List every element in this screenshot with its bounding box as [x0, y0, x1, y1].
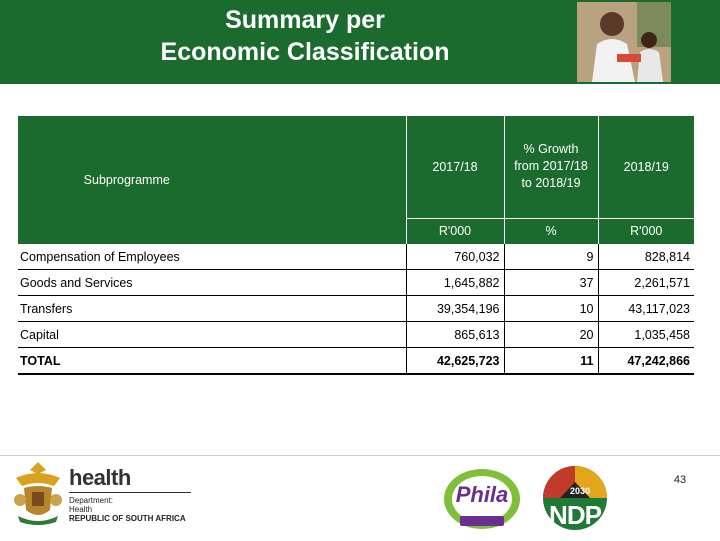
health-wordmark: health	[69, 465, 131, 490]
table-row	[18, 296, 694, 322]
phila-text: Phila	[455, 482, 509, 507]
row-label: Capital	[18, 322, 406, 348]
unit-percent: %	[504, 218, 598, 244]
row-label: Goods and Services	[18, 270, 406, 296]
value-2017: 760,032	[406, 244, 504, 270]
health-rule	[69, 492, 191, 493]
country-name: REPUBLIC OF SOUTH AFRICA	[69, 514, 186, 523]
growth-value: 10	[504, 296, 598, 322]
year-2017-header: 2017/18	[406, 116, 504, 218]
department-name: Health	[69, 505, 93, 514]
growth-value: 37	[504, 270, 598, 296]
value-2017: 39,354,196	[406, 296, 504, 322]
table-row-total	[18, 348, 694, 375]
header-photo	[577, 2, 671, 82]
table-row	[18, 270, 694, 296]
classification-table	[18, 116, 694, 374]
table-row	[18, 322, 694, 348]
ndp-logo	[538, 464, 612, 536]
value-2018: 2,261,571	[598, 270, 694, 296]
row-label: Transfers	[18, 296, 406, 322]
healthcare-photo-icon	[577, 2, 671, 82]
slide-title	[100, 4, 510, 68]
growth-value: 9	[504, 244, 598, 270]
growth-header-line-2: from 2017/18	[514, 159, 588, 174]
row-label: TOTAL	[18, 348, 406, 375]
table-row	[18, 244, 694, 270]
value-2017: 865,613	[406, 322, 504, 348]
value-2018: 43,117,023	[598, 296, 694, 322]
value-2017: 1,645,882	[406, 270, 504, 296]
page-number: 43	[673, 474, 687, 486]
year-2018-header: 2018/19	[598, 116, 694, 218]
value-2018: 47,242,866	[598, 348, 694, 375]
value-2017: 42,625,723	[406, 348, 504, 375]
row-label: Compensation of Employees	[18, 244, 406, 270]
growth-header-line-3: to 2018/19	[521, 176, 581, 191]
growth-header-line-1: % Growth	[523, 142, 579, 157]
footer-divider	[0, 455, 720, 456]
phila-logo	[440, 466, 524, 532]
unit-r000-2: R'000	[598, 218, 694, 244]
value-2018: 1,035,458	[598, 322, 694, 348]
slide-title-line-1: Summary per	[225, 6, 385, 34]
coat-of-arms-icon	[10, 460, 66, 526]
slide-title-line-2: Economic Classification	[160, 38, 450, 66]
growth-header	[504, 116, 598, 218]
growth-value: 11	[504, 348, 598, 375]
ndp-year: 2030	[569, 486, 591, 496]
department-label: Department:	[69, 496, 114, 505]
subprogramme-header: Subprogramme	[18, 116, 406, 244]
growth-value: 20	[504, 322, 598, 348]
value-2018: 828,814	[598, 244, 694, 270]
unit-r000-1: R'000	[406, 218, 504, 244]
ndp-text: NDP	[549, 500, 601, 530]
